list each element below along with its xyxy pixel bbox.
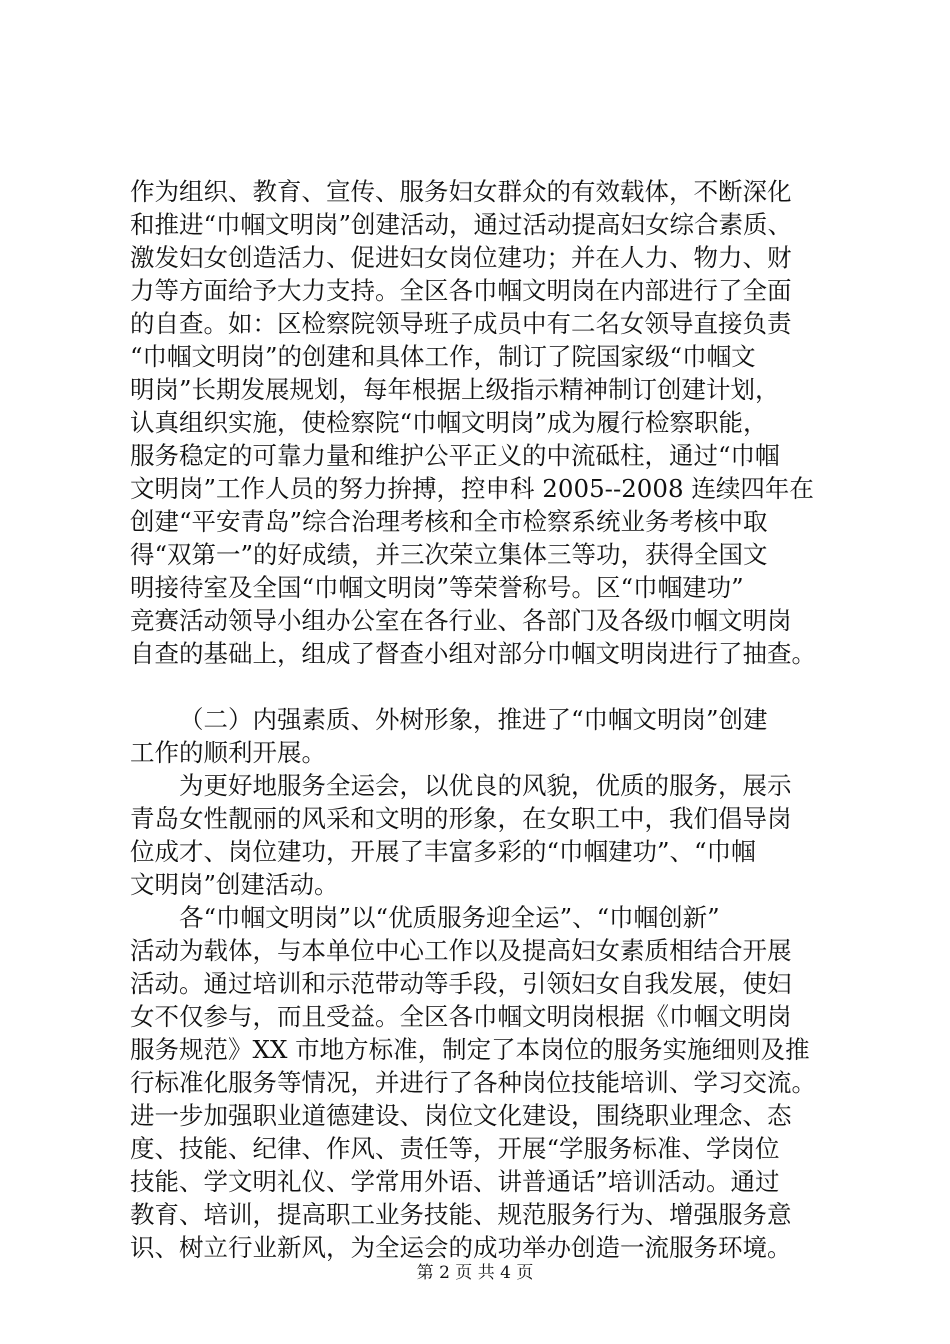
text-line: 识、树立行业新风，为全运会的成功举办创造一流服务环境。 [130,1233,792,1262]
heading-line: 工作的顺利开展。 [130,738,326,767]
text-line: 技能、学文明礼仪、学常用外语、讲普通话”培训活动。通过 [130,1167,780,1196]
text-line: 文明岗”工作人员的努力拚搏，控申科 2005--2008 连续四年在 [130,474,814,503]
text-line: 为更好地服务全运会，以优良的风貌，优质的服务，展示 [179,771,792,800]
text-line: 和推进“巾帼文明岗”创建活动，通过活动提高妇女综合素质、 [130,210,793,239]
text-line: 认真组织实施，使检察院“巾帼文明岗”成为履行检察职能， [130,408,768,437]
text-line: 竞赛活动领导小组办公室在各行业、各部门及各级巾帼文明岗 [130,606,792,635]
text-line: 力等方面给予大力支持。全区各巾帼文明岗在内部进行了全面 [130,276,792,305]
text-line: 服务稳定的可靠力量和维护公平正义的中流砥柱，通过“巾帼 [130,441,780,470]
heading-line: （二）内强素质、外树形象，推进了“巾帼文明岗”创建 [179,705,768,734]
text-line: 行标准化服务等情况，并进行了各种岗位技能培训、学习交流。 [130,1068,816,1097]
page-number-footer: 第 2 页 共 4 页 [416,1263,534,1283]
text-line: 的自查。如：区检察院领导班子成员中有二名女领导直接负责 [130,309,792,338]
text-line: 度、技能、纪律、作风、责任等，开展“学服务标准、学岗位 [130,1134,780,1163]
text-line: 激发妇女创造活力、促进妇女岗位建功；并在人力、物力、财 [130,243,792,272]
text-line: 明接待室及全国“巾帼文明岗”等荣誉称号。区“巾帼建功” [130,573,744,602]
text-line: 作为组织、教育、宣传、服务妇女群众的有效载体，不断深化 [130,177,792,206]
text-line: 女不仅参与，而且受益。全区各巾帼文明岗根据《巾帼文明岗 [130,1002,792,1031]
text-line: 位成才、岗位建功，开展了丰富多彩的“巾帼建功”、“巾帼 [130,837,756,866]
text-line: “巾帼文明岗”的创建和具体工作，制订了院国家级“巾帼文 [130,342,756,371]
text-line: 进一步加强职业道德建设、岗位文化建设，围绕职业理念、态 [130,1101,792,1130]
text-line: 各“巾帼文明岗”以“优质服务迎全运”、“巾帼创新” [179,903,720,932]
text-line: 教育、培训，提高职工业务技能、规范服务行为、增强服务意 [130,1200,792,1229]
text-line: 活动。通过培训和示范带动等手段，引领妇女自我发展，使妇 [130,969,792,998]
text-line: 明岗”长期发展规划，每年根据上级指示精神制订创建计划， [130,375,780,404]
text-line: 服务规范》XX 市地方标准，制定了本岗位的服务实施细则及推 [130,1035,810,1064]
text-line: 创建“平安青岛”综合治理考核和全市检察系统业务考核中取 [130,507,768,536]
text-line: 青岛女性靓丽的风采和文明的形象，在女职工中，我们倡导岗 [130,804,792,833]
text-line: 自查的基础上，组成了督查小组对部分巾帼文明岗进行了抽查。 [130,639,816,668]
text-line: 得“双第一”的好成绩，并三次荣立集体三等功，获得全国文 [130,540,768,569]
text-line: 文明岗”创建活动。 [130,870,339,899]
text-line: 活动为载体，与本单位中心工作以及提高妇女素质相结合开展 [130,936,792,965]
